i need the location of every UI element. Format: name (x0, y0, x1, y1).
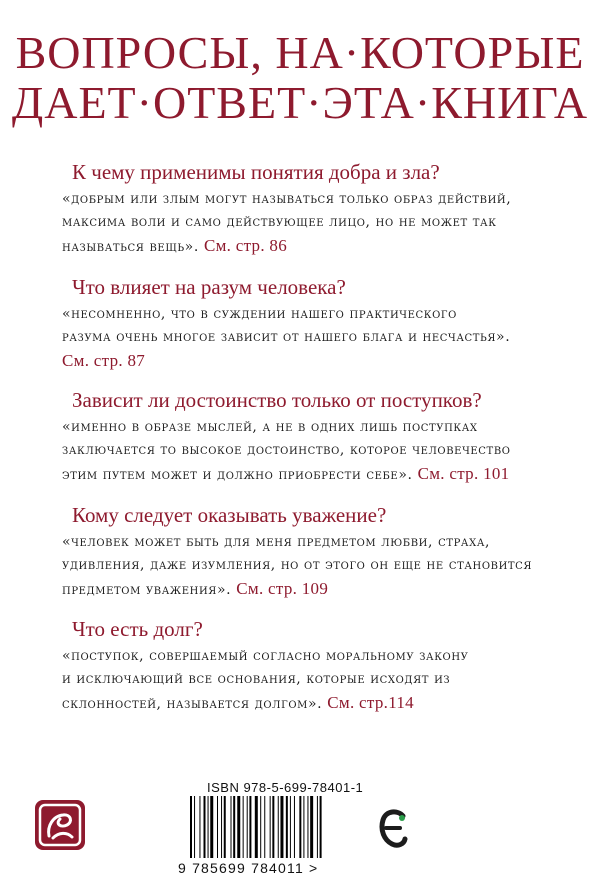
page-reference: См. стр.114 (327, 693, 414, 712)
page-reference: См. стр. 87 (62, 351, 146, 370)
question: Кому следует оказывать уважение? (72, 503, 387, 527)
barcode-bar (294, 796, 295, 858)
qa-item-4 (62, 503, 572, 602)
answer-line-last (62, 462, 572, 487)
barcode-bar (233, 796, 235, 858)
barcode-bar (194, 796, 195, 858)
answer-line-text: этим путем может и должно приобрести себе». (62, 467, 413, 483)
answer-line-last (62, 577, 572, 602)
barcode-number: 9 785699 784011 > (178, 860, 319, 876)
answer-line: «несомненно, что в суждении нашего практического (62, 306, 457, 322)
answer-line: заключается то высокое достоинство, которое человечество (62, 442, 511, 458)
barcode-bar (320, 796, 322, 858)
barcode-bar (270, 796, 271, 858)
barcode-bar (272, 796, 274, 858)
barcode-bar (260, 796, 261, 858)
barcode-bar (317, 796, 318, 858)
barcode-bar (310, 796, 313, 858)
barcode-bar (243, 796, 244, 858)
barcode-bar (208, 796, 209, 858)
qa-item-3 (62, 388, 572, 487)
question: Что есть долг? (72, 617, 203, 641)
answer-line: и исключающий все основания, которые исходят из (62, 671, 451, 687)
answer-line: «человек может быть для меня предметом любви, страха, (62, 534, 491, 550)
page-reference: См. стр. 109 (236, 579, 329, 598)
barcode-bar (278, 796, 279, 858)
barcode-bar (286, 796, 288, 858)
answer-line-last (62, 234, 572, 259)
barcode-bar (249, 796, 251, 858)
title-line-1: ВОПРОСЫ, НА·КОТОРЫЕ (15, 27, 585, 78)
qa-item-5 (62, 617, 572, 716)
barcode-bar (290, 796, 291, 858)
answer-line-last (62, 691, 572, 716)
answer-line: максима воли и само действующее лицо, но не может так (62, 214, 497, 230)
barcode-bar (231, 796, 232, 858)
answer-line: удивления, даже изумления, но от этого он еще не становится (62, 557, 533, 573)
barcode-bar (264, 796, 265, 858)
question: Что влияет на разум человека? (72, 275, 346, 299)
barcode-bar (247, 796, 248, 858)
barcode-bar (204, 796, 206, 858)
answer-line: «именно в образе мыслей, а не в одних лишь поступках (62, 419, 478, 435)
question: К чему применимы понятия добра и зла? (72, 160, 440, 184)
title-line-2: ДАЕТ·ОТВЕТ·ЭТА·КНИГА (11, 77, 589, 128)
barcode-bar (280, 796, 283, 858)
barcode-bar (210, 796, 213, 858)
eksmo-logo-icon (378, 806, 408, 850)
page-reference: См. стр. 86 (203, 236, 288, 255)
answer (62, 303, 572, 374)
barcode-bar (307, 796, 308, 858)
qa-item-1 (62, 160, 572, 259)
answer (62, 416, 572, 487)
answer-line-text: склонностей, называется долгом». (62, 696, 323, 712)
barcode-bar (199, 796, 200, 858)
barcode-bar (221, 796, 222, 858)
barcode-bar (299, 796, 301, 858)
barcode-bar (190, 796, 192, 858)
answer-line: «поступок, совершаемый согласно моральному закону (62, 648, 469, 664)
answer (62, 531, 572, 602)
answer-line: разума очень многое зависит от нашего блага и несчастья». (62, 329, 511, 345)
publisher-logo-icon (33, 798, 87, 852)
answer-line-text: называться вещь». (62, 239, 199, 255)
page-title (0, 28, 600, 128)
question: Зависит ли достоинство только от поступков? (72, 388, 482, 412)
barcode-bar (303, 796, 304, 858)
barcode-icon (190, 796, 370, 858)
barcode-bar (224, 796, 226, 858)
isbn: ISBN 978-5-699-78401-1 (207, 780, 364, 795)
answer (62, 188, 572, 259)
qa-item-2 (62, 275, 572, 374)
barcode-bar (217, 796, 218, 858)
answer (62, 645, 572, 716)
answer-line-last (62, 349, 572, 374)
page-reference: См. стр. 101 (417, 464, 510, 483)
answer-line-text: предметом уважения». (62, 582, 232, 598)
barcode-bar (255, 796, 258, 858)
barcode-bar (237, 796, 240, 858)
answer-line: «добрым или злым могут называться только образ действий, (62, 191, 512, 207)
